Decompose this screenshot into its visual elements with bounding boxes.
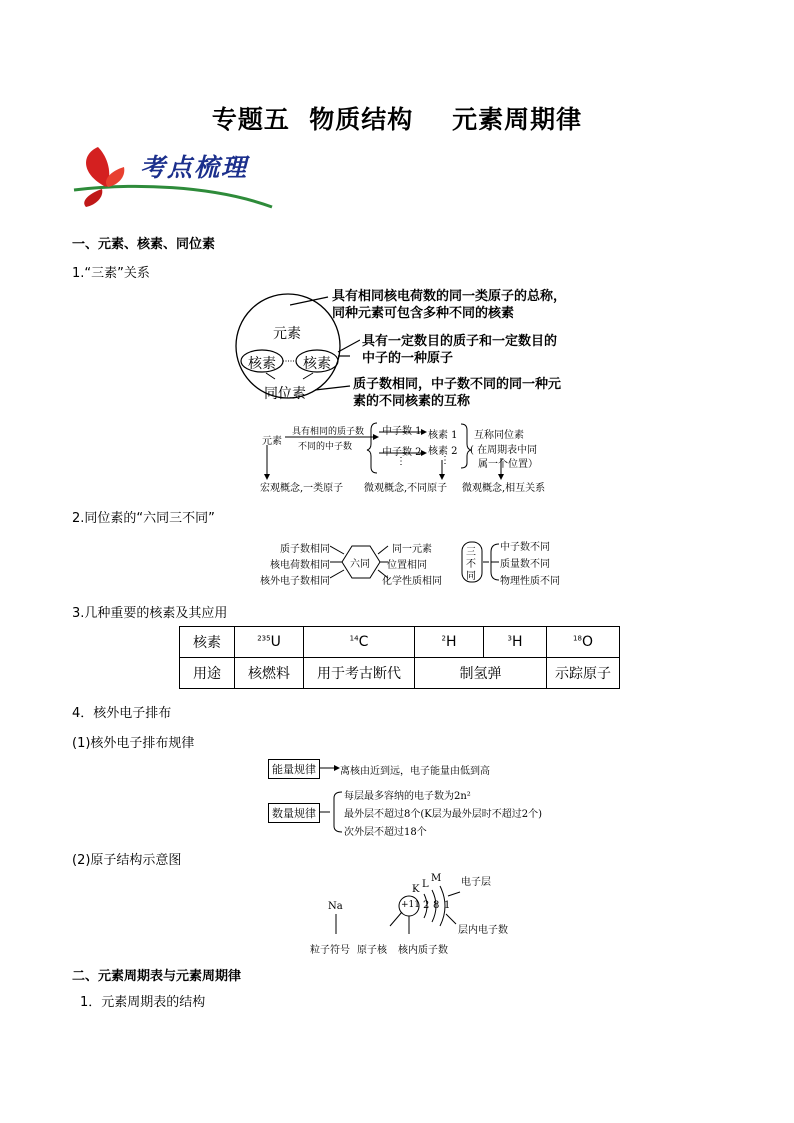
flow-r1: 互称同位素 [474,430,524,441]
label-count: 层内电子数 [458,925,508,936]
three-char-2: 不 [466,559,476,570]
label-shell: 电子层 [461,877,491,888]
label-symbol: 粒子符号 [310,945,350,956]
desc-tongweisu-1: 质子数相同，中子数不同的同一种元 [353,377,562,392]
subheading-six-three: 2.同位素的“六同三不同” [72,511,215,526]
label-yuansu: 元素 [273,326,301,342]
six-l2: 核电荷数相同 [270,560,330,571]
flow-c2: 微观概念,不同原子 [364,483,448,494]
six-l3: 核外电子数相同 [260,576,330,587]
energy-rule-box: 能量规律 [268,759,320,779]
shell-k: K [412,884,420,895]
subheading-periodic-table: 1．元素周期表的结构 [80,995,206,1010]
desc-tongweisu-2: 素的不同核素的互称 [353,394,471,409]
quantity-rule-box: 数量规律 [268,803,320,823]
shell-l: L [422,879,429,890]
table-cell: 用途 [180,658,235,689]
table-cell: $^{18}$O [547,627,620,658]
flow-c3: 微观概念,相互关系 [462,483,546,494]
table-cell: $^{235}$U [235,627,304,658]
flow-n2: 中子数 2 [382,447,422,458]
desc-hesu-2: 中子的一种原子 [362,351,454,366]
electrons-m: 1 [444,900,451,911]
flow-n1: 中子数 1 [382,426,422,437]
subheading-atom: (2)原子结构示意图 [72,853,182,868]
table-cell: 用于考古断代 [304,658,415,689]
table-cell: 核素 [180,627,235,658]
table-cell: 制氢弹 [415,658,547,689]
quantity-q2: 最外层不超过8个(K层为最外层时不超过2个) [344,809,542,820]
flow-bottom-label: 不同的中子数 [298,442,353,452]
flow-dots-1: ⋮ [396,456,406,467]
six-center: 六同 [350,559,370,570]
shell-m: M [431,873,442,884]
desc-yuansu-1: 具有相同核电荷数的同一类原子的总称， [332,289,567,304]
section2-heading: 二、元素周期表与元素周期律 [72,969,242,984]
quantity-q1: 每层最多容纳的电子数为2n² [344,791,471,802]
table-cell: 示踪原子 [547,658,620,689]
label-hesu-right: 核素 [303,356,331,372]
label-nucleus: 原子核 [357,945,387,956]
six-l1: 质子数相同 [280,544,330,555]
six-r1: 同一元素 [392,544,432,555]
table-cell: $^2$H [415,627,484,658]
three-t1: 中子数不同 [500,542,550,553]
label-hesu-left: 核素 [248,356,276,372]
three-char-1: 三 [466,547,476,558]
table-row [180,658,620,689]
three-different-brackets [483,538,501,586]
page-title: 专题五 物质结构 元素周期律 [211,105,583,134]
nuclide-table [179,626,620,689]
six-r3: 化学性质相同 [382,576,442,587]
subheading-electrons: 4．核外电子排布 [72,706,172,721]
quantity-q3: 次外层不超过18个 [344,827,427,838]
banner-title: 考点梳理 [140,153,249,182]
three-char-3: 同 [466,571,476,582]
flow-h1: 核素 1 [428,430,458,441]
table-row [180,627,620,658]
section1-heading: 一、元素、核素、同位素 [72,237,216,252]
table-cell: $^3$H [484,627,547,658]
three-t3: 物理性质不同 [500,576,560,587]
label-tongweisu: 同位素 [264,386,306,402]
table-cell: 核燃料 [235,658,304,689]
energy-desc: 离核由近到远，电子能量由低到高 [340,766,490,777]
three-t2: 质量数不同 [500,559,550,570]
subheading-rules: (1)核外电子排布规律 [72,736,195,751]
table-cell: $^{14}$C [304,627,415,658]
subheading-three-terms: 1.“三素”关系 [72,266,150,281]
desc-yuansu-2: 同种元素可包含多种不同的核素 [332,306,515,321]
six-r2: 位置相同 [387,560,427,571]
atom-nucleus: +11 [401,900,420,910]
flow-top-label: 具有相同的质子数 [292,427,365,437]
subheading-nuclides: 3.几种重要的核素及其应用 [72,606,228,621]
atom-symbol: Na [328,901,343,912]
label-proton: 核内质子数 [398,945,448,956]
flow-dots-2: ⋮ [440,455,450,466]
flow-r2: ( 在周期表中同 [470,445,538,456]
flow-yuansu: 元素 [262,436,282,447]
desc-hesu-1: 具有一定数目的质子和一定数目的 [362,334,558,349]
flow-h2: 核素 2 [428,446,458,457]
flow-r3: 属一个位置） [478,459,538,470]
flow-c1: 宏观概念,一类原子 [260,483,344,494]
electrons-k: 2 [423,900,430,911]
electrons-l: 8 [433,900,440,911]
